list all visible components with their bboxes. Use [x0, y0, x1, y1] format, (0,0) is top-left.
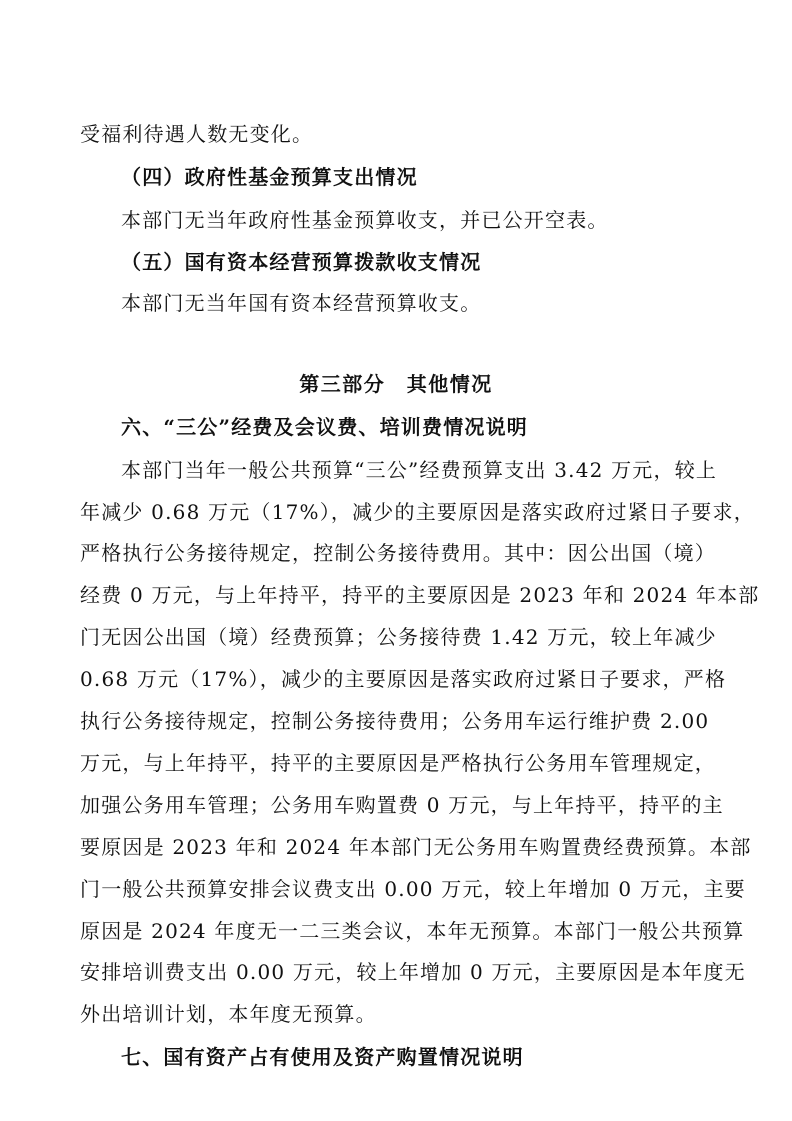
subsection-5-body: 本部门无当年国有资本经营预算收支。: [121, 291, 482, 315]
paragraph-line: 执行公务接待规定，控制公务接待费用；公务用车运行维护费 2.00: [80, 709, 710, 733]
paragraph-line: 经费 0 万元，与上年持平，持平的主要原因是 2023 年和 2024 年本部: [80, 583, 760, 607]
paragraph-line: 年减少 0.68 万元（17%），减少的主要原因是落实政府过紧日子要求，: [80, 500, 755, 524]
paragraph-line: 严格执行公务接待规定，控制公务接待费用。其中：因公出国（境）: [80, 541, 716, 565]
paragraph-line: 加强公务用车管理；公务用车购置费 0 万元，与上年持平，持平的主: [80, 793, 724, 817]
section-6-heading: 六、“三公”经费及会议费、培训费情况说明: [121, 415, 529, 439]
paragraph-line: 要原因是 2023 年和 2024 年本部门无公务用车购置费经费预算。本部: [80, 835, 752, 859]
section-7-heading: 七、国有资产占有使用及资产购置情况说明: [121, 1045, 524, 1069]
subsection-4-body: 本部门无当年政府性基金预算收支，并已公开空表。: [121, 208, 609, 232]
paragraph-line: 本部门当年一般公共预算“三公”经费预算支出 3.42 万元，较上: [121, 458, 718, 482]
paragraph-line: 安排培训费支出 0.00 万元，较上年增加 0 万元，主要原因是本年度无: [80, 960, 746, 984]
part-three-title: 第三部分 其他情况: [299, 372, 493, 396]
paragraph-line: 万元，与上年持平，持平的主要原因是严格执行公务用车管理规定，: [80, 751, 716, 775]
paragraph-line: 0.68 万元（17%），减少的主要原因是落实政府过紧日子要求，严格: [80, 667, 727, 691]
paragraph-line: 原因是 2024 年度无一二三类会议，本年无预算。本部门一般公共预算: [80, 919, 745, 943]
subsection-4-heading: （四）政府性基金预算支出情况: [121, 165, 418, 189]
paragraph-line: 外出培训计划，本年度无预算。: [80, 1002, 377, 1026]
continuation-line: 受福利待遇人数无变化。: [80, 122, 314, 146]
subsection-5-heading: （五）国有资本经营预算拨款收支情况: [121, 250, 482, 274]
paragraph-line: 门一般公共预算安排会议费支出 0.00 万元，较上年增加 0 万元，主要: [80, 877, 746, 901]
paragraph-line: 门无因公出国（境）经费预算；公务接待费 1.42 万元，较上年减少: [80, 625, 717, 649]
